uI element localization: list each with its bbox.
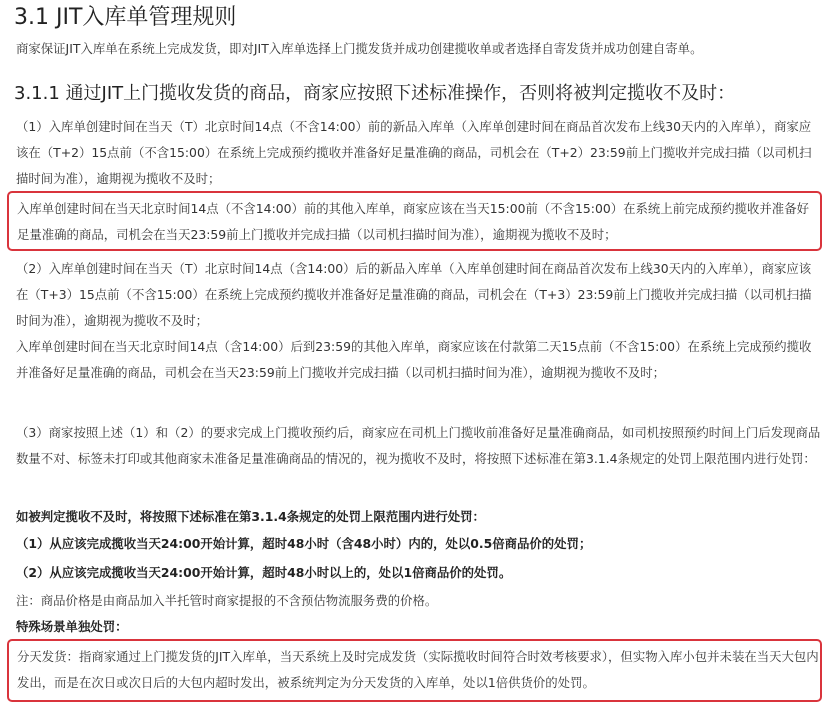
rule-1-other-paragraph: 入库单创建时间在当天北京时间14点（不含14:00）前的其他入库单，商家应该在当天15:00前（不含15:00）在系统上前完成预约揽收并准备好足量准确的商品，司机会在当天23:59前上门揽收并完成扫描（以司机扫描时间为准），逾期视为揽收不及时； (17, 201, 809, 242)
intro-paragraph: 商家保证JIT入库单在系统上完成发货，即对JIT入库单选择上门揽发货并成功创建揽收单或者选择自寄发货并成功创建自寄单。 (16, 41, 703, 56)
section-heading: 3.1 JIT入库单管理规则 (14, 5, 237, 30)
rule-3-paragraph: （3）商家按照上述（1）和（2）的要求完成上门揽收预约后，商家应在司机上门揽收前准备好足量准确商品，如司机按照预约时间上门后发现商品数量不对、标签未打印或其他商家未准备足量准确商品的情况的，视为揽收不及时，将按照下述标准在第3.1.4条规定的处罚上限范围内进行处罚： (16, 425, 821, 466)
rule-1-paragraph: （1）入库单创建时间在当天（T）北京时间14点（不含14:00）前的新品入库单（入库单创建时间在商品首次发布上线30天内的入库单），商家应该在（T+2）15点前（不含15:00）在系统上完成预约揽收并准备好足量准确的商品，司机会在（T+2）23:59前上门揽收并完成扫描（以司机扫描时间为准），逾期视为揽收不及时； (16, 119, 812, 186)
rule-2-other-paragraph: 入库单创建时间在当天北京时间14点（含14:00）后到23:59的其他入库单，商家应该在付款第二天15点前（不含15:00）在系统上完成预约揽收并准备好足量准确的商品，司机会在当天23:59前上门揽收并完成扫描（以司机扫描时间为准），逾期视为揽收不及时； (16, 339, 812, 380)
special-scenario-paragraph: 分天发货：指商家通过上门揽发货的JIT入库单，当天系统上及时完成发货（实际揽收时间符合时效考核要求），但实物入库小包并未装在当天大包内发出，而是在次日或次日后的大包内超时发出，被系统判定为分天发货的入库单，处以1倍供货价的处罚。 (17, 649, 819, 690)
penalty-item-1: （1）从应该完成揽收当天24:00开始计算，超时48小时（含48小时）内的，处以0.5倍商品价的处罚； (16, 536, 592, 551)
penalty-heading: 如被判定揽收不及时，将按照下述标准在第3.1.4条规定的处罚上限范围内进行处罚： (16, 509, 485, 524)
highlight-box-special-scenario (7, 639, 822, 702)
rule-2-paragraph: （2）入库单创建时间在当天（T）北京时间14点（含14:00）后的新品入库单（入库单创建时间在商品首次发布上线30天内的入库单），商家应该在（T+3）15点前（不含15:00）在系统上完成预约揽收并准备好足量准确的商品，司机会在（T+3）23:59前上门揽收并完成扫描（以司机扫描时间为准），逾期视为揽收不及时； (16, 261, 812, 328)
penalty-item-2: （2）从应该完成揽收当天24:00开始计算，超时48小时以上的，处以1倍商品价的处罚。 (16, 565, 512, 580)
subsection-heading: 3.1.1 通过JIT上门揽收发货的商品，商家应按照下述标准操作，否则将被判定揽收不及时： (14, 83, 736, 104)
special-scenario-heading: 特殊场景单独处罚： (16, 619, 128, 634)
highlight-box-rule-1-other (7, 191, 822, 251)
price-note: 注：商品价格是由商品加入半托管时商家提报的不含预估物流服务费的价格。 (16, 593, 438, 608)
